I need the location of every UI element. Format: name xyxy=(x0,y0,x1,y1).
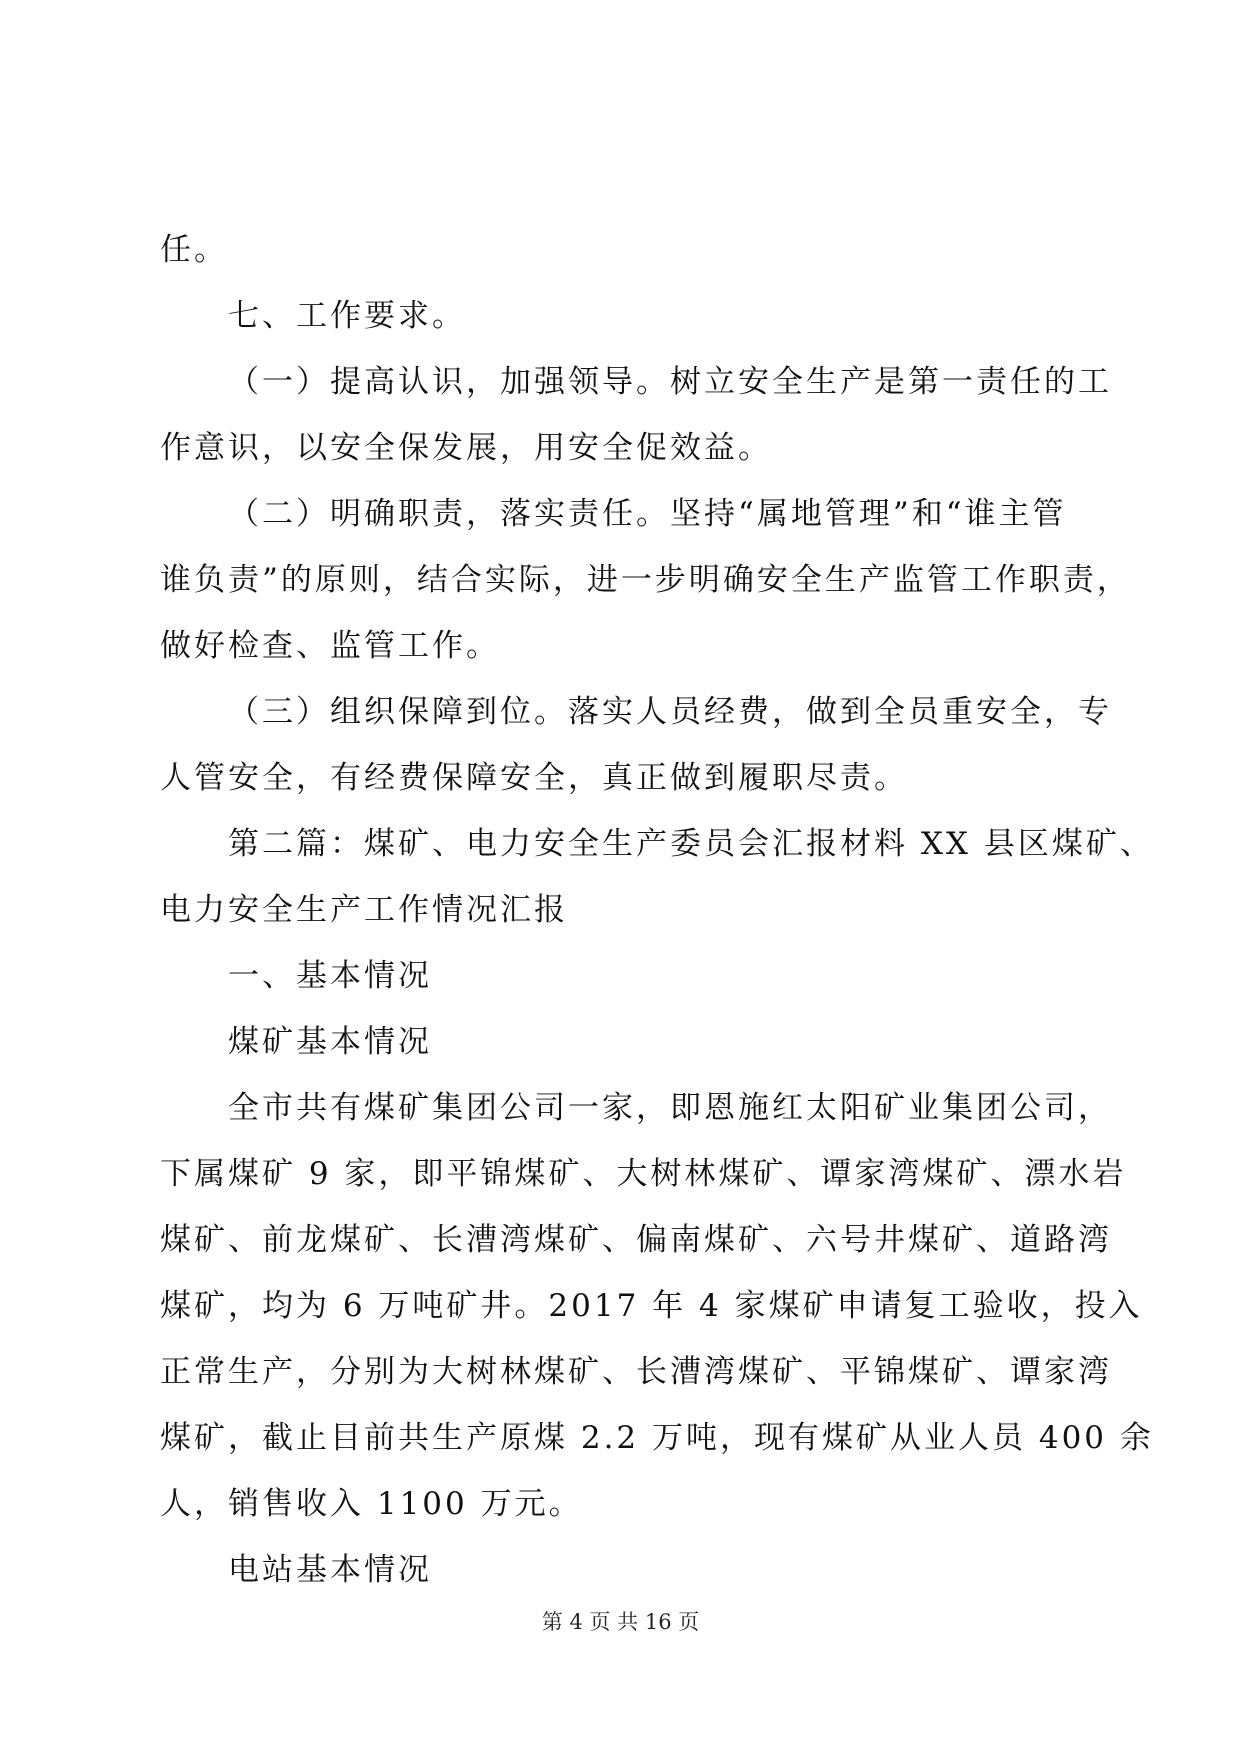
text-line: 正常生产，分别为大树林煤矿、长漕湾煤矿、平锦煤矿、谭家湾 xyxy=(160,1354,1112,1390)
subsection-heading: 煤矿基本情况 xyxy=(228,1024,432,1060)
text-line: 煤矿，截止目前共生产原煤 2.2 万吨，现有煤矿从业人员 400 余 xyxy=(160,1420,1154,1456)
text-line: 全市共有煤矿集团公司一家，即恩施红太阳矿业集团公司， xyxy=(228,1090,1112,1126)
section-heading: 七、工作要求。 xyxy=(228,298,466,334)
text-line: 做好检查、监管工作。 xyxy=(160,628,500,664)
text-line: 煤矿，均为 6 万吨矿井。2017 年 4 家煤矿申请复工验收，投入 xyxy=(160,1288,1143,1324)
page-number-footer: 第 4 页 共 16 页 xyxy=(541,1610,700,1634)
text-line: （三）组织保障到位。落实人员经费，做到全员重安全，专 xyxy=(228,694,1112,730)
section-heading: 一、基本情况 xyxy=(228,958,432,994)
text-line: 煤矿、前龙煤矿、长漕湾煤矿、偏南煤矿、六号井煤矿、道路湾 xyxy=(160,1222,1112,1258)
text-line: （一）提高认识，加强领导。树立安全生产是第一责任的工 xyxy=(228,364,1112,400)
text-line: 第二篇：煤矿、电力安全生产委员会汇报材料 XX 县区煤矿、 xyxy=(228,826,1154,862)
text-line: 谁负责”的原则，结合实际，进一步明确安全生产监管工作职责， xyxy=(160,562,1131,598)
text-line: 电力安全生产工作情况汇报 xyxy=(160,892,568,928)
text-line: 人，销售收入 1100 万元。 xyxy=(160,1486,583,1522)
text-line: （二）明确职责，落实责任。坚持“属地管理”和“谁主管 xyxy=(228,496,1067,532)
text-line: 下属煤矿 9 家，即平锦煤矿、大树林煤矿、谭家湾煤矿、漂水岩 xyxy=(160,1156,1127,1192)
text-line: 任。 xyxy=(160,232,228,268)
text-line: 人管安全，有经费保障安全，真正做到履职尽责。 xyxy=(160,760,908,796)
text-line: 作意识，以安全保发展，用安全促效益。 xyxy=(160,430,772,466)
subsection-heading: 电站基本情况 xyxy=(228,1552,432,1588)
